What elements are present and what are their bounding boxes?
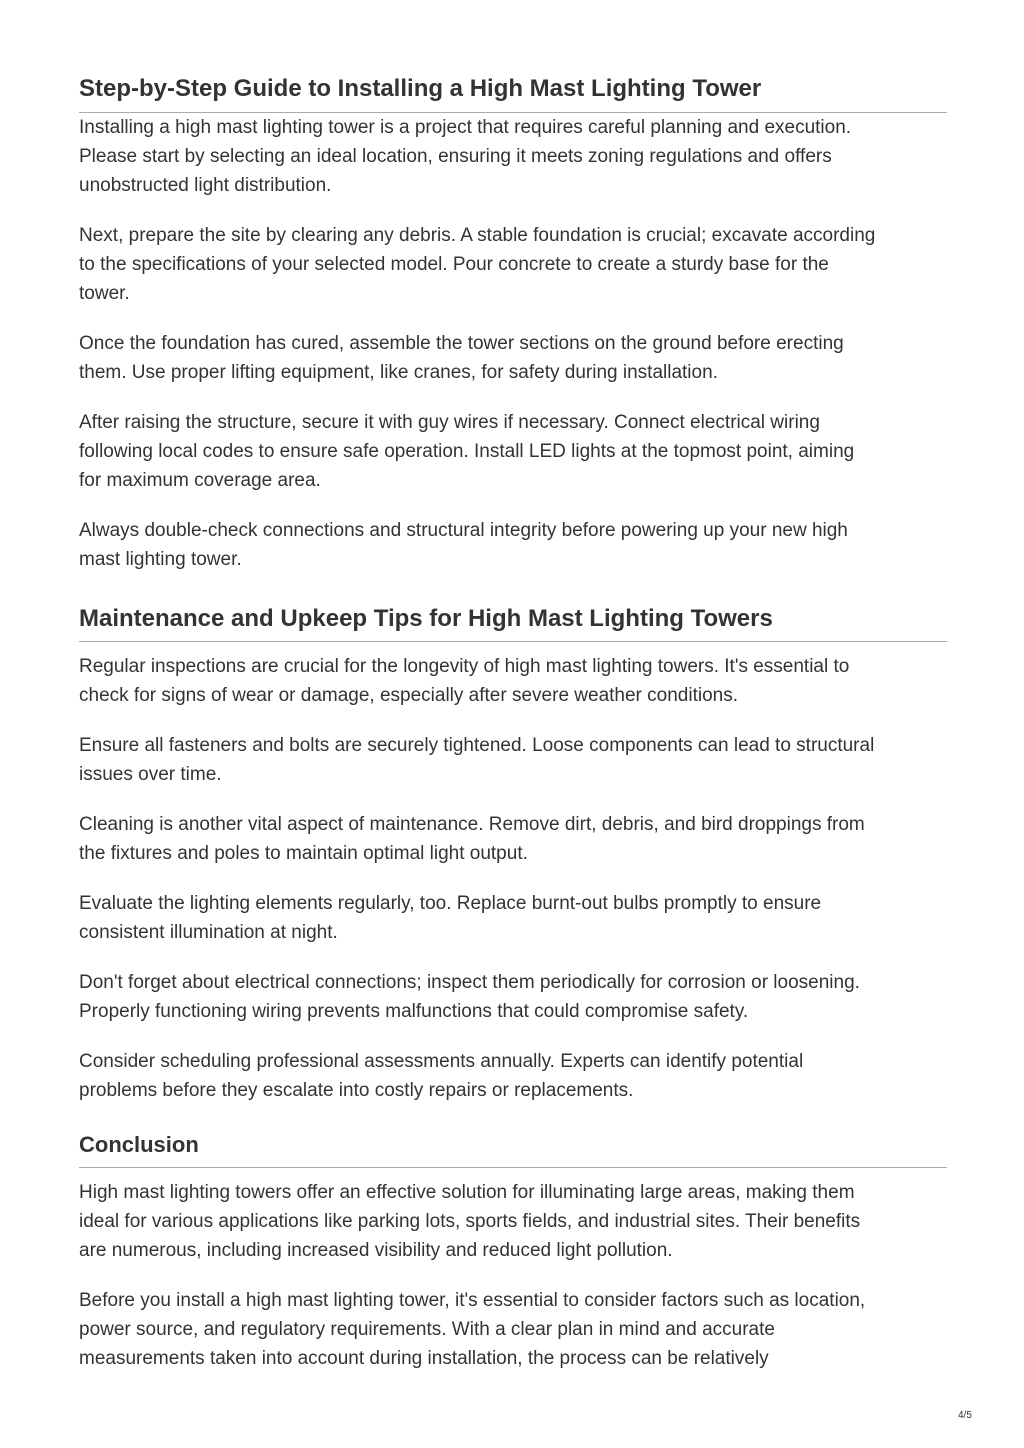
paragraph-line: are numerous, including increased visibility and reduced light pollution. [79,1240,673,1261]
paragraph-line: Always double-check connections and structural integrity before powering up your new high [79,520,848,541]
paragraph-line: unobstructed light distribution. [79,175,332,196]
paragraph-line: Ensure all fasteners and bolts are securely tightened. Loose components can lead to structural [79,735,875,756]
paragraph-line: mast lighting tower. [79,549,242,570]
paragraph [79,516,947,574]
paragraph [79,810,947,868]
paragraph-line: Don't forget about electrical connections; inspect them periodically for corrosion or loosening. [79,972,860,993]
paragraph-line: After raising the structure, secure it with guy wires if necessary. Connect electrical wiring [79,412,820,433]
paragraph [79,731,947,789]
paragraph [79,1286,947,1373]
paragraph-line: measurements taken into account during installation, the process can be relatively [79,1348,769,1369]
paragraph-line: consistent illumination at night. [79,922,338,943]
paragraph-line: tower. [79,283,130,304]
paragraph-line: the fixtures and poles to maintain optimal light output. [79,843,528,864]
paragraph-line: Before you install a high mast lighting tower, it's essential to consider factors such as location, [79,1290,866,1311]
paragraph-line: issues over time. [79,764,222,785]
paragraph-line: Regular inspections are crucial for the longevity of high mast lighting towers. It's essential to [79,656,850,677]
paragraph [79,652,947,710]
paragraph-line: High mast lighting towers offer an effective solution for illuminating large areas, making them [79,1182,855,1203]
paragraph-line: Cleaning is another vital aspect of maintenance. Remove dirt, debris, and bird droppings from [79,814,865,835]
paragraph [79,968,947,1026]
paragraph-line: Properly functioning wiring prevents malfunctions that could compromise safety. [79,1001,749,1022]
paragraph-line: Consider scheduling professional assessments annually. Experts can identify potential [79,1051,804,1072]
section-heading: Maintenance and Upkeep Tips for High Mast Lighting Towers [79,605,947,642]
paragraph-line: power source, and regulatory requirements. With a clear plan in mind and accurate [79,1319,775,1340]
paragraph-line: Next, prepare the site by clearing any debris. A stable foundation is crucial; excavate according [79,225,876,246]
section-heading: Conclusion [79,1132,947,1168]
paragraph-line: Please start by selecting an ideal location, ensuring it meets zoning regulations and offers [79,146,832,167]
paragraph [79,408,947,495]
page-number: 4/5 [958,1410,972,1421]
paragraph-line: Once the foundation has cured, assemble the tower sections on the ground before erecting [79,333,844,354]
paragraph-line: them. Use proper lifting equipment, like cranes, for safety during installation. [79,362,718,383]
paragraph-line: problems before they escalate into costly repairs or replacements. [79,1080,634,1101]
paragraph [79,1178,947,1265]
paragraph-line: Installing a high mast lighting tower is a project that requires careful planning and execution. [79,117,852,138]
document-page [79,75,947,1373]
paragraph-line: ideal for various applications like parking lots, sports fields, and industrial sites. Their benefits [79,1211,861,1232]
paragraph-line: Evaluate the lighting elements regularly, too. Replace burnt-out bulbs promptly to ensure [79,893,822,914]
paragraph [79,221,947,308]
paragraph [79,1047,947,1105]
section-heading: Step-by-Step Guide to Installing a High Mast Lighting Tower [79,75,947,113]
paragraph-line: to the specifications of your selected model. Pour concrete to create a sturdy base for the [79,254,829,275]
paragraph [79,113,947,200]
paragraph [79,889,947,947]
paragraph-line: following local codes to ensure safe operation. Install LED lights at the topmost point, aiming [79,441,855,462]
paragraph [79,329,947,387]
paragraph-line: check for signs of wear or damage, especially after severe weather conditions. [79,685,738,706]
paragraph-line: for maximum coverage area. [79,470,321,491]
